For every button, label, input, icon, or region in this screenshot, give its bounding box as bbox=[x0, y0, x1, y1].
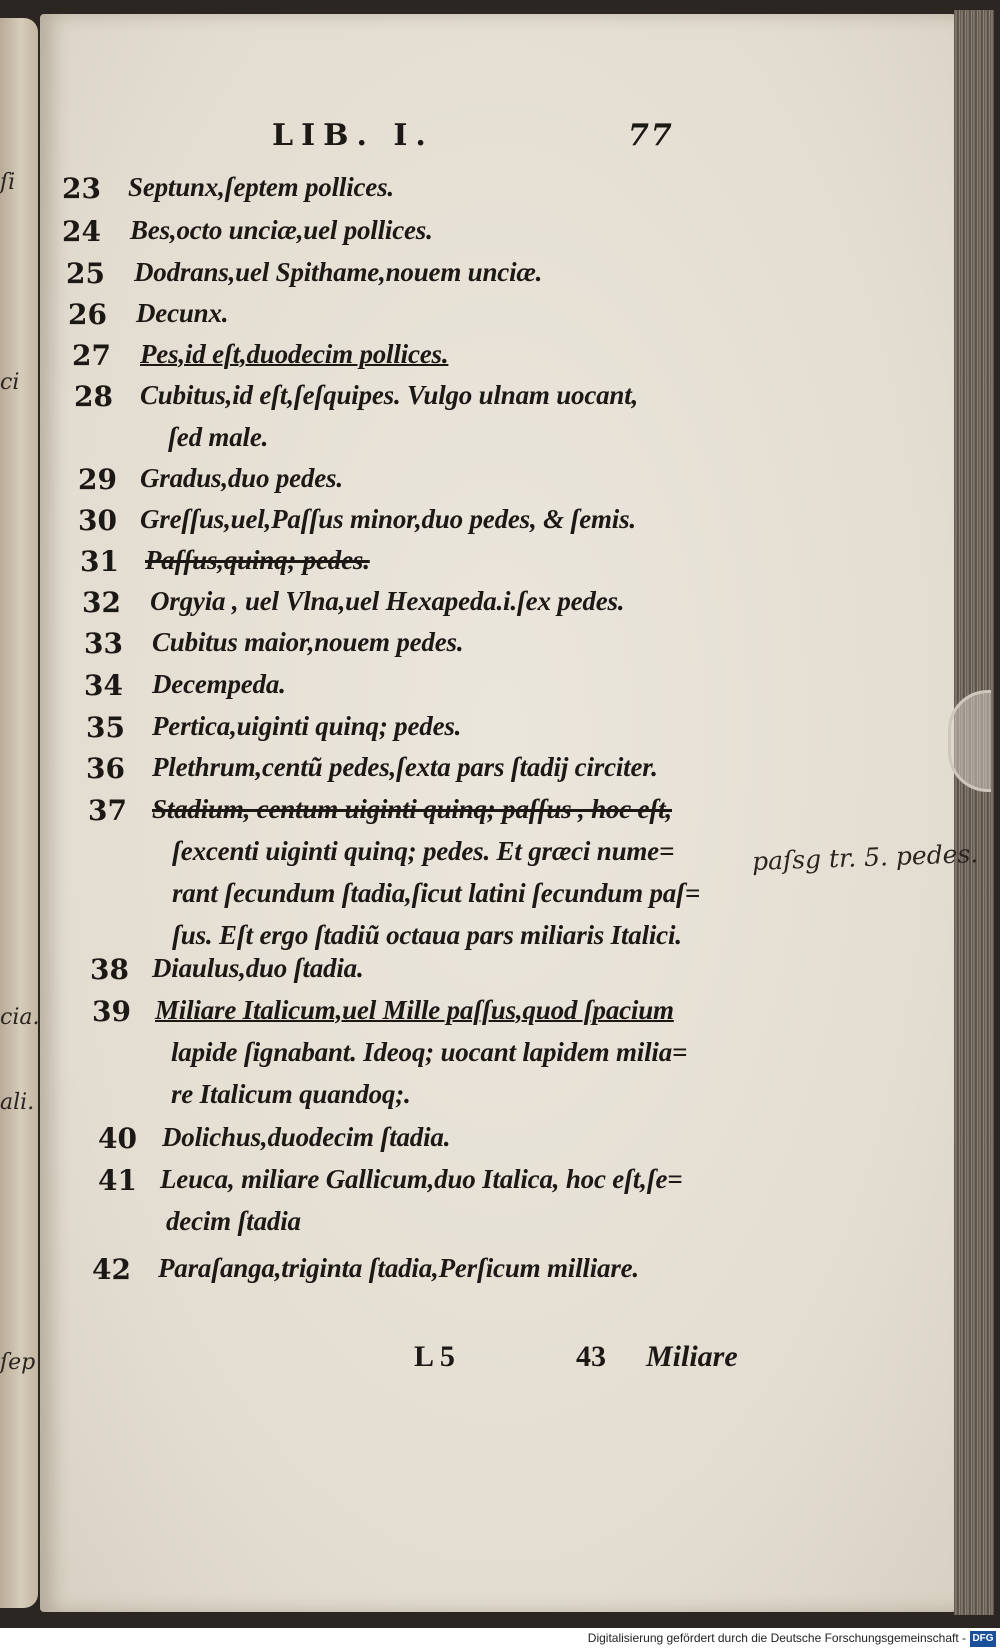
entry-number: 28 bbox=[74, 380, 113, 413]
entry-number: 31 bbox=[80, 545, 119, 578]
entry-line: Paraſanga,triginta ſtadia,Perſicum milliare. bbox=[158, 1253, 639, 1283]
entry-line: Plethrum,centũ pedes,ſexta pars ſtadij circiter. bbox=[152, 752, 658, 782]
entry-line: Paſſus,quinq; pedes. bbox=[145, 545, 370, 575]
entry-line: Decunx. bbox=[136, 298, 229, 328]
left-leaf-fragment: ſep bbox=[0, 1350, 36, 1375]
entry-number: 23 bbox=[62, 172, 101, 205]
catchword: Miliare bbox=[646, 1340, 738, 1373]
catchword-number: 43 bbox=[576, 1340, 606, 1373]
entry-number: 39 bbox=[92, 995, 131, 1028]
entry-line: decim ſtadia bbox=[166, 1206, 301, 1236]
entry-line: Decempeda. bbox=[152, 669, 286, 699]
entry-number: 24 bbox=[62, 215, 101, 248]
entry-line: Pertica,uiginti quinq; pedes. bbox=[152, 711, 462, 741]
entry-number: 41 bbox=[98, 1164, 137, 1197]
entry-line: re Italicum quandoq;. bbox=[171, 1079, 411, 1109]
page-block-edge bbox=[954, 10, 994, 1615]
entry-line: Orgyia , uel Vlna,uel Hexapeda.i.ſex pedes. bbox=[150, 586, 625, 616]
entry-number: 32 bbox=[82, 586, 121, 619]
entry-number: 40 bbox=[98, 1122, 137, 1155]
entry-line: Dolichus,duodecim ſtadia. bbox=[162, 1122, 451, 1152]
entry-line: Greſſus,uel,Paſſus minor,duo pedes, & ſemis. bbox=[140, 504, 636, 534]
footer-bar bbox=[0, 1628, 1000, 1651]
dfg-logo: DFG bbox=[970, 1631, 996, 1647]
running-title: LIB. I. bbox=[272, 118, 434, 153]
signature-mark: L 5 bbox=[414, 1340, 455, 1373]
entry-line: Cubitus maior,nouem pedes. bbox=[152, 627, 464, 657]
handwritten-margin-note: paſsg tr. 5. pedes. bbox=[751, 839, 979, 876]
entry-line: Dodrans,uel Spithame,nouem unciæ. bbox=[134, 257, 543, 287]
left-leaf-fragment: ſi bbox=[0, 170, 16, 195]
footer-credit: Digitalisierung gefördert durch die Deutsche Forschungsgemeinschaft - bbox=[587, 1631, 966, 1645]
entry-number: 27 bbox=[72, 339, 111, 372]
entry-number: 26 bbox=[68, 298, 107, 331]
entry-number: 36 bbox=[86, 752, 125, 785]
entry-line: Gradus,duo pedes. bbox=[140, 463, 343, 493]
entry-number: 38 bbox=[90, 953, 129, 986]
entry-number: 25 bbox=[66, 257, 105, 290]
entry-line: Pes,id eſt,duodecim pollices. bbox=[140, 339, 449, 369]
folio-number: 77 bbox=[628, 118, 674, 153]
entry-line: ſed male. bbox=[168, 422, 269, 452]
entry-line: Leuca, miliare Gallicum,duo Italica, hoc eſt,ſe= bbox=[160, 1164, 683, 1194]
entry-line: Septunx,ſeptem pollices. bbox=[128, 172, 394, 202]
entry-line: Diaulus,duo ſtadia. bbox=[152, 953, 364, 983]
entry-number: 33 bbox=[84, 627, 123, 660]
entry-line: lapide ſignabant. Ideoq; uocant lapidem milia= bbox=[171, 1037, 688, 1067]
left-leaf-fragment: ci bbox=[0, 370, 20, 395]
entry-line: Cubitus,id eſt,ſeſquipes. Vulgo ulnam uocant, bbox=[140, 380, 639, 410]
entry-number: 35 bbox=[86, 711, 125, 744]
entry-number: 30 bbox=[78, 504, 117, 537]
entry-line: ſexcenti uiginti quinq; pedes. Et græci nume= bbox=[172, 836, 675, 866]
entry-number: 37 bbox=[88, 794, 127, 827]
left-leaf-fragment: ali. bbox=[0, 1090, 35, 1115]
entry-line: ſus. Eſt ergo ſtadiũ octaua pars miliaris Italici. bbox=[172, 920, 682, 950]
entry-line: Stadium, centum uiginti quinq; paſſus , hoc eſt, bbox=[152, 794, 672, 824]
entry-line: Miliare Italicum,uel Mille paſſus,quod ſpacium bbox=[155, 995, 674, 1025]
entry-number: 29 bbox=[78, 463, 117, 496]
entry-number: 34 bbox=[84, 669, 123, 702]
entry-line: rant ſecundum ſtadia,ſicut latini ſecundum paſ= bbox=[172, 878, 701, 908]
entry-line: Bes,octo unciæ,uel pollices. bbox=[130, 215, 433, 245]
left-leaf-fragment: cia. bbox=[0, 1005, 40, 1030]
entry-number: 42 bbox=[92, 1253, 131, 1286]
